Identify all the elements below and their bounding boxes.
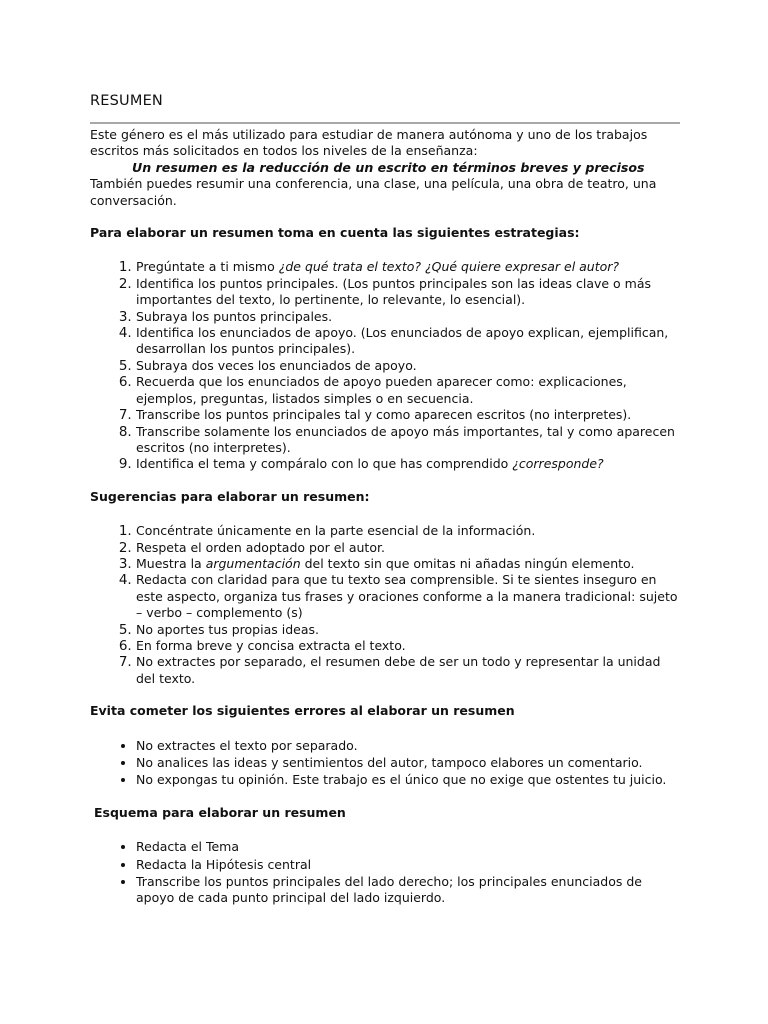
list-item-italic: ¿corresponde?: [512, 456, 604, 472]
list-item-text: Concéntrate únicamente en la parte esencial de la información.: [136, 523, 536, 539]
list-item: [136, 374, 680, 407]
list-item: [136, 358, 680, 374]
list-item: [136, 325, 680, 358]
list-item: [136, 638, 680, 654]
list-item-text: Pregúntate a ti mismo: [136, 259, 279, 275]
list-item-text: del texto sin que omitas ni añadas ningún elemento.: [300, 555, 635, 571]
list-item: [136, 572, 680, 621]
list-item-text: Subraya dos veces los enunciados de apoyo.: [136, 357, 417, 373]
list-item-text: No aportes tus propias ideas.: [136, 621, 319, 637]
list-item: [136, 556, 680, 572]
list-item: [136, 654, 680, 687]
list-item-text: Transcribe solamente los enunciados de apoyo más importantes, tal y como aparecen escritos (no interpretes).: [136, 423, 675, 455]
sugerencias-heading: Sugerencias para elaborar un resumen:: [90, 488, 370, 504]
also-paragraph: También puedes resumir una conferencia, una clase, una película, una obra de teatro, una conversación.: [90, 176, 657, 208]
estrategias-heading: Para elaborar un resumen toma en cuenta las siguientes estrategias:: [90, 225, 580, 241]
list-item: • Redacta la Hipótesis central: [136, 857, 680, 873]
intro-paragraph: Este género es el más utilizado para estudiar de manera autónoma y uno de los trabajos escritos más solicitados en todos los niveles de la enseñanza:: [90, 127, 648, 159]
list-item: [136, 456, 680, 472]
list-item-text: Identifica el tema y compáralo con lo que has comprendido: [136, 456, 513, 472]
sugerencias-list: [90, 523, 680, 687]
list-item-text: Respeta el orden adoptado por el autor.: [136, 539, 385, 555]
list-item-text: Identifica los puntos principales. (Los puntos principales son las ideas clave o más importantes del texto, lo pertinente, lo relevante, lo esencial).: [136, 275, 652, 308]
list-item: • No analices las ideas y sentimientos del autor, tampoco elabores un comentario.: [136, 755, 680, 771]
list-item-italic: argumentación: [205, 555, 301, 571]
list-item: • No extractes el texto por separado.: [136, 738, 680, 754]
list-item-text: En forma breve y concisa extracta el texto.: [136, 637, 406, 653]
document-page: [90, 92, 680, 908]
list-item: • No expongas tu opinión. Este trabajo es el único que no exige que ostentes tu juicio.: [136, 772, 680, 788]
list-item-text: Transcribe los puntos principales tal y como aparecen escritos (no interpretes).: [136, 407, 632, 423]
title-divider: [90, 122, 680, 124]
page-title: RESUMEN: [90, 93, 163, 109]
esquema-list: [90, 839, 680, 907]
list-item: [136, 276, 680, 309]
list-item: [136, 622, 680, 638]
list-item-text: Muestra la: [136, 555, 206, 571]
definition-text: Un resumen es la reducción de un escrito en términos breves y precisos: [132, 159, 645, 175]
list-item: [136, 424, 680, 457]
list-item-text: Redacta con claridad para que tu texto sea comprensible. Si te sientes inseguro en este aspecto, organiza tus frases y oraciones conforme a la manera tradicional: sujeto – verbo – complemento (s): [136, 572, 678, 621]
list-item: • Redacta el Tema: [136, 839, 680, 855]
list-item: [136, 540, 680, 556]
list-item: [136, 309, 680, 325]
esquema-heading: Esquema para elaborar un resumen: [94, 804, 346, 820]
list-item-text: Recuerda que los enunciados de apoyo pueden aparecer como: explicaciones, ejemplos, preguntas, listados simples o en secuencia.: [136, 374, 627, 406]
errores-heading: Evita cometer los siguientes errores al elaborar un resumen: [90, 703, 515, 719]
list-item: • Transcribe los puntos principales del lado derecho; los principales enunciados de apoyo de cada punto principal del lado izquierdo.: [136, 874, 680, 907]
list-item-text: Identifica los enunciados de apoyo. (Los enunciados de apoyo explican, ejemplifican, desarrollan los puntos principales).: [136, 325, 669, 357]
estrategias-list: [90, 259, 680, 472]
errores-list: [90, 738, 680, 789]
list-item-italic: ¿de qué trata el texto? ¿Qué quiere expresar el autor?: [278, 259, 620, 275]
list-item: [136, 407, 680, 423]
list-item: [136, 259, 680, 275]
list-item-text: Subraya los puntos principales.: [136, 308, 333, 324]
list-item: [136, 523, 680, 539]
list-item-text: No extractes por separado, el resumen debe de ser un todo y representar la unidad del texto.: [136, 654, 661, 686]
